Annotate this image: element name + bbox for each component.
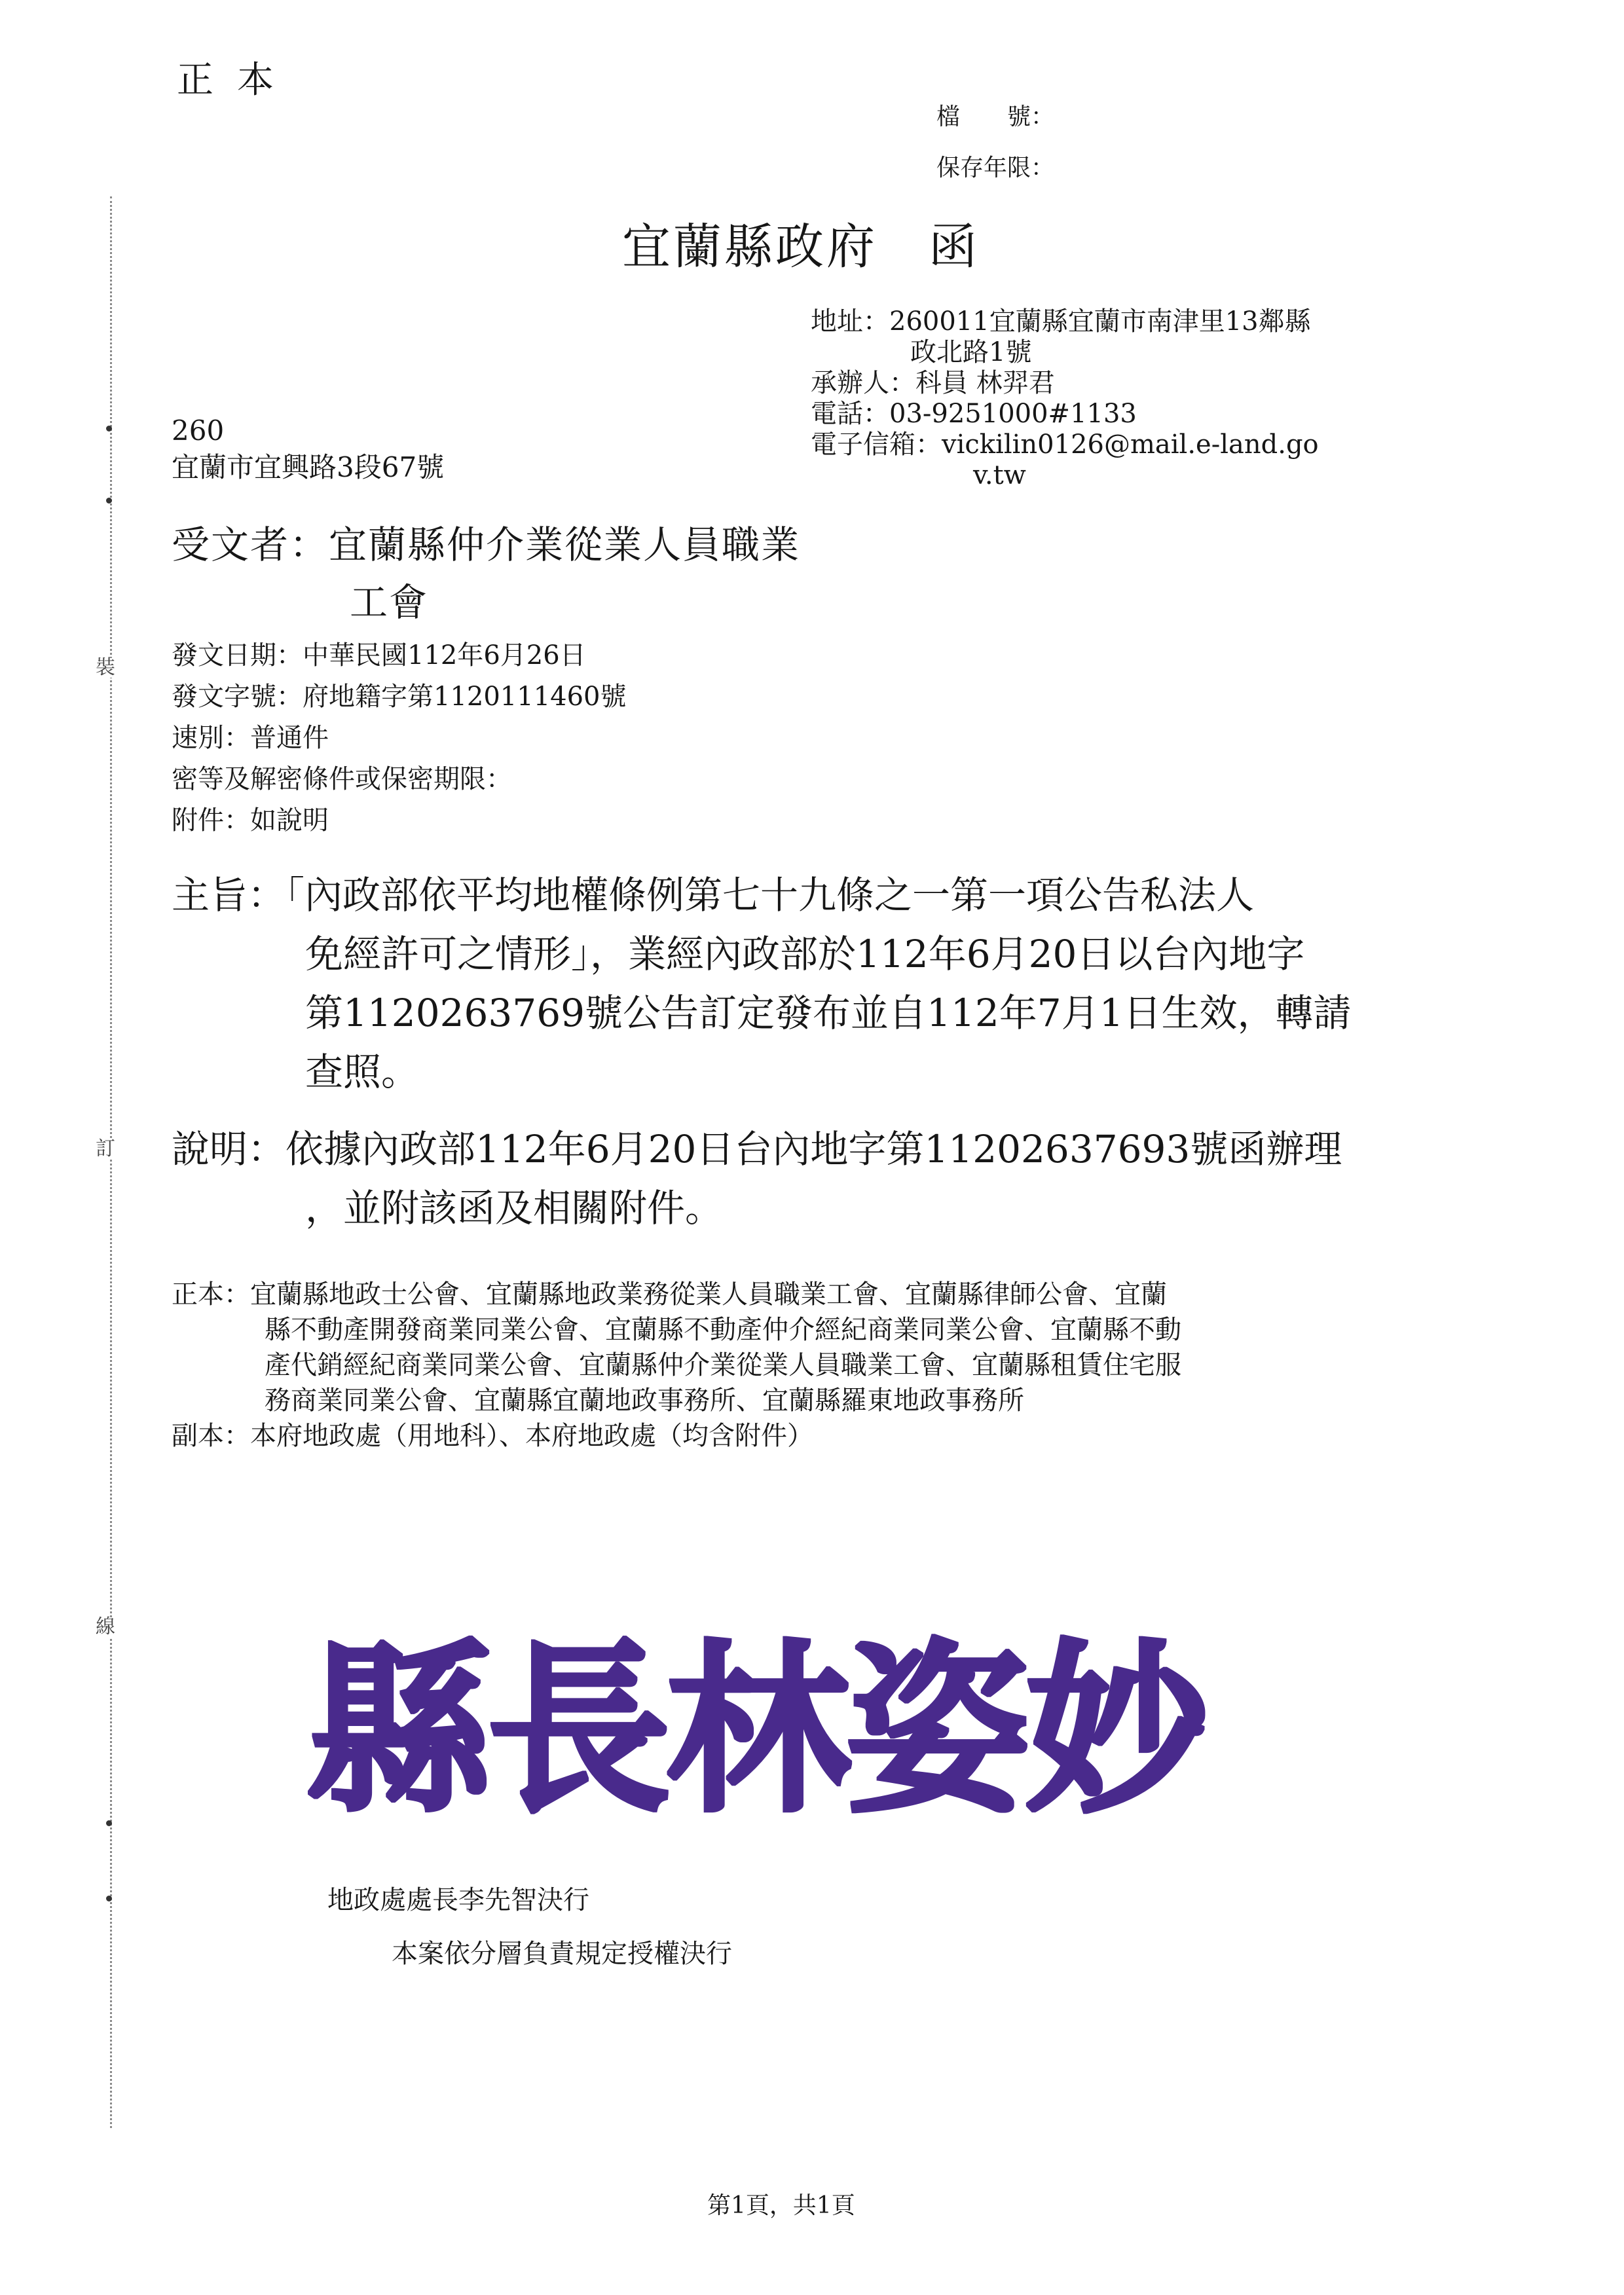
magistrate-signature-stamp [308, 1630, 1264, 1840]
page-number: 第1頁，共1頁 [707, 2192, 855, 2219]
binding-mark-middle: 訂 [96, 1137, 115, 1160]
explanation-line: ，並附該函及相關附件。 [305, 1186, 724, 1230]
binding-dot [106, 498, 112, 504]
binding-margin-line [110, 196, 112, 2128]
sender-address-continued: 政北路1號 [910, 337, 1032, 367]
recipient-line-continued: 工會 [350, 580, 429, 625]
delivery-speed: 速別：普通件 [172, 723, 329, 753]
sender-contact: 承辦人：科員 林羿君 [811, 368, 1055, 398]
attachment: 附件：如說明 [172, 805, 329, 835]
subject-line: 查照。 [305, 1050, 420, 1094]
recipient [172, 516, 800, 631]
retention-period-label: 保存年限： [936, 155, 1055, 181]
issue-date: 發文日期：中華民國112年6月26日 [172, 640, 586, 670]
subject-line: 主旨：「內政部依平均地權條例第七十九條之一第一項公告私法人 [172, 873, 1255, 917]
original-recipients: 正本：宜蘭縣地政士公會、宜蘭縣地政業務從業人員職業工會、宜蘭縣律師公會、宜蘭 [172, 1279, 1167, 1310]
sender-address: 地址：260011宜蘭縣宜蘭市南津里13鄰縣 [811, 306, 1311, 337]
sender-email-continued: v.tw [973, 460, 1026, 490]
postal-code: 260 [172, 414, 225, 447]
original-recipients-continued: 務商業同業公會、宜蘭縣宜蘭地政事務所、宜蘭縣羅東地政事務所 [265, 1386, 1024, 1416]
sender-phone: 電話：03-9251000#1133 [811, 399, 1137, 429]
document-number: 發文字號：府地籍字第1120111460號 [172, 682, 627, 712]
subject-line: 免經許可之情形」，業經內政部於112年6月20日以台內地字 [305, 932, 1305, 976]
binding-mark-bottom: 線 [96, 1615, 115, 1638]
subject-section [172, 866, 1352, 1101]
recipient-line: 受文者：宜蘭縣仲介業從業人員職業 [172, 523, 801, 567]
document-meta [172, 635, 627, 841]
explanation-section [172, 1120, 1342, 1238]
sender-email: 電子信箱：vickilin0126@mail.e-land.go [811, 430, 1319, 460]
delegation-line: 地政處處長李先智決行 [327, 1885, 589, 1915]
copy-mark: 正本 [177, 59, 297, 101]
distribution-list [172, 1277, 1181, 1454]
subject-line: 第1120263769號公告訂定發布並自112年7月1日生效，轉請 [305, 991, 1352, 1035]
document-title: 宜蘭縣政府 函 [622, 219, 980, 275]
file-number-label: 檔 號： [936, 103, 1055, 130]
binding-mark-top: 裝 [96, 656, 115, 679]
explanation-line: 說明：依據內政部112年6月20日台內地字第11202637693號函辦理 [172, 1127, 1342, 1171]
postal-street: 宜蘭市宜興路3段67號 [172, 451, 445, 483]
binding-dot [106, 1820, 112, 1826]
delegation-line: 本案依分層負責規定授權決行 [392, 1939, 732, 1969]
binding-dot [106, 426, 112, 431]
copy-recipients: 副本：本府地政處（用地科）、本府地政處（均含附件） [172, 1421, 813, 1451]
signature-lettering: 縣長林姿妙 [308, 1630, 1205, 1838]
original-recipients-continued: 產代銷經紀商業同業公會、宜蘭縣仲介業從業人員職業工會、宜蘭縣租賃住宅服 [265, 1350, 1181, 1380]
confidentiality: 密等及解密條件或保密期限： [172, 764, 512, 794]
sender-info [811, 306, 1319, 491]
original-recipients-continued: 縣不動產開發商業同業公會、宜蘭縣不動產仲介經紀商業同業公會、宜蘭縣不動 [265, 1315, 1181, 1345]
recipient-postal-address [172, 413, 444, 486]
binding-dot [106, 1896, 112, 1901]
